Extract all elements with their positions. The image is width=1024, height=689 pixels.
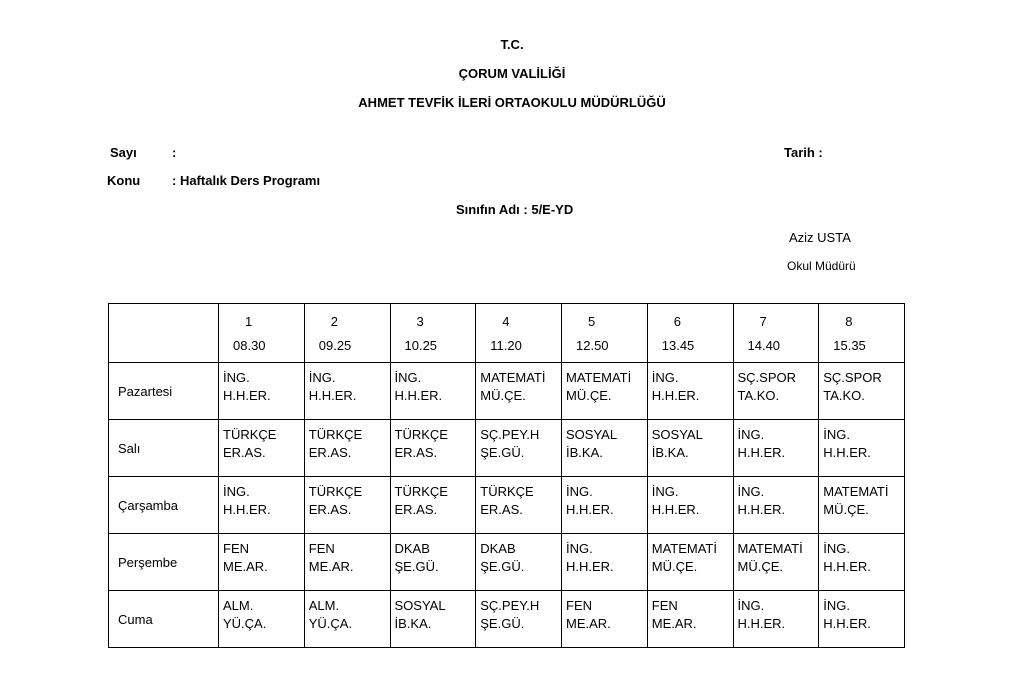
period-header xyxy=(304,304,390,363)
lesson-cell xyxy=(562,534,648,591)
period-header xyxy=(562,304,648,363)
lesson-teacher: ER.AS. xyxy=(223,445,266,460)
lesson-subject: İNG. xyxy=(394,370,422,385)
lesson-teacher: MÜ.ÇE. xyxy=(566,388,612,403)
lesson-subject: FEN xyxy=(223,541,249,556)
lesson-subject: ALM. xyxy=(223,598,254,613)
lesson-subject: SÇ.PEY.H xyxy=(480,427,540,442)
lesson-cell xyxy=(562,477,648,534)
lesson-cell xyxy=(219,534,305,591)
lesson-subject: FEN xyxy=(566,598,592,613)
lesson-cell xyxy=(476,363,562,420)
period-header xyxy=(819,304,905,363)
lesson-teacher: H.H.ER. xyxy=(823,616,871,631)
lesson-subject: SOSYAL xyxy=(566,427,618,442)
lesson-teacher: ME.AR. xyxy=(308,559,354,574)
lesson-cell xyxy=(390,363,476,420)
day-row xyxy=(109,363,905,420)
lesson-cell xyxy=(562,420,648,477)
period-time: 15.35 xyxy=(833,338,866,353)
lesson-cell xyxy=(390,534,476,591)
day-name: Perşembe xyxy=(109,534,219,591)
period-number: 3 xyxy=(416,314,424,329)
lesson-teacher: H.H.ER. xyxy=(737,616,786,631)
lesson-teacher: ER.AS. xyxy=(308,502,352,517)
lesson-teacher: H.H.ER. xyxy=(394,388,443,403)
lesson-subject: SÇ.SPOR xyxy=(737,370,797,385)
konu-label: Konu xyxy=(107,173,141,188)
period-time: 10.25 xyxy=(404,338,438,353)
lesson-teacher: ŞE.GÜ. xyxy=(480,616,525,631)
period-header xyxy=(647,304,733,363)
lesson-subject: SÇ.PEY.H xyxy=(480,598,540,613)
lesson-cell xyxy=(304,477,390,534)
sayi-label: Sayı xyxy=(110,145,137,160)
period-time: 08.30 xyxy=(233,338,266,353)
lesson-subject: FEN xyxy=(308,541,335,556)
day-name: Cuma xyxy=(109,591,219,648)
lesson-cell xyxy=(219,363,305,420)
lesson-teacher: ŞE.GÜ. xyxy=(480,559,525,574)
lesson-teacher: H.H.ER. xyxy=(651,502,700,517)
lesson-subject: MATEMATİ xyxy=(823,484,889,499)
lesson-subject: İNG. xyxy=(737,427,765,442)
period-header xyxy=(219,304,305,363)
lesson-subject: SOSYAL xyxy=(651,427,703,442)
lesson-cell xyxy=(647,363,733,420)
lesson-cell xyxy=(219,477,305,534)
period-number: 6 xyxy=(673,314,681,329)
period-header-row xyxy=(109,304,905,363)
lesson-subject: İNG. xyxy=(823,598,850,613)
lesson-cell xyxy=(476,534,562,591)
day-row xyxy=(109,420,905,477)
lesson-cell xyxy=(819,363,905,420)
lesson-cell xyxy=(733,591,819,648)
lesson-cell xyxy=(476,591,562,648)
lesson-teacher: ER.AS. xyxy=(394,445,438,460)
period-number: 8 xyxy=(845,314,853,329)
lesson-cell xyxy=(219,591,305,648)
period-number: 7 xyxy=(759,314,767,329)
period-header xyxy=(733,304,819,363)
lesson-teacher: ME.AR. xyxy=(651,616,697,631)
lesson-subject: DKAB xyxy=(394,541,430,556)
lesson-teacher: YÜ.ÇA. xyxy=(308,616,353,631)
lesson-cell xyxy=(476,420,562,477)
day-row xyxy=(109,477,905,534)
period-time: 12.50 xyxy=(576,338,609,353)
lesson-cell xyxy=(304,591,390,648)
lesson-teacher: TA.KO. xyxy=(737,388,780,403)
lesson-cell xyxy=(476,477,562,534)
lesson-subject: İNG. xyxy=(651,370,679,385)
lesson-cell xyxy=(733,477,819,534)
lesson-teacher: H.H.ER. xyxy=(566,502,614,517)
lesson-subject: DKAB xyxy=(480,541,516,556)
lesson-subject: İNG. xyxy=(223,484,250,499)
lesson-subject: FEN xyxy=(651,598,678,613)
lesson-teacher: YÜ.ÇA. xyxy=(223,616,267,631)
lesson-teacher: H.H.ER. xyxy=(566,559,614,574)
lesson-subject: TÜRKÇE xyxy=(223,427,277,442)
lesson-cell xyxy=(304,534,390,591)
lesson-subject: İNG. xyxy=(566,484,593,499)
lesson-subject: MATEMATİ xyxy=(651,541,717,556)
header-valilik: ÇORUM VALİLİĞİ xyxy=(458,66,566,81)
lesson-cell xyxy=(562,363,648,420)
lesson-subject: TÜRKÇE xyxy=(308,427,363,442)
lesson-teacher: MÜ.ÇE. xyxy=(737,559,783,574)
lesson-teacher: ŞE.GÜ. xyxy=(394,559,439,574)
day-name: Pazartesi xyxy=(109,363,219,420)
lesson-subject: İNG. xyxy=(823,541,850,556)
lesson-subject: SOSYAL xyxy=(394,598,446,613)
signer-name: Aziz USTA xyxy=(789,230,851,245)
lesson-cell xyxy=(819,534,905,591)
lesson-subject: İNG. xyxy=(651,484,679,499)
lesson-subject: SÇ.SPOR xyxy=(823,370,882,385)
period-header xyxy=(476,304,562,363)
lesson-teacher: H.H.ER. xyxy=(651,388,700,403)
period-number: 2 xyxy=(330,314,338,329)
lesson-teacher: ŞE.GÜ. xyxy=(480,445,525,460)
lesson-teacher: ME.AR. xyxy=(566,616,611,631)
lesson-subject: MATEMATİ xyxy=(737,541,803,556)
signer-title: Okul Müdürü xyxy=(787,259,856,273)
lesson-cell xyxy=(733,534,819,591)
day-name: Salı xyxy=(109,420,219,477)
konu-value: : Haftalık Ders Programı xyxy=(172,173,321,188)
period-time: 13.45 xyxy=(661,338,695,353)
lesson-teacher: MÜ.ÇE. xyxy=(651,559,698,574)
lesson-subject: İNG. xyxy=(737,598,765,613)
lesson-cell xyxy=(647,534,733,591)
lesson-cell xyxy=(390,591,476,648)
lesson-cell xyxy=(647,420,733,477)
lesson-cell xyxy=(390,477,476,534)
schedule-table xyxy=(108,303,905,648)
lesson-teacher: İB.KA. xyxy=(394,616,432,631)
lesson-teacher: TA.KO. xyxy=(823,388,865,403)
header-school: AHMET TEVFİK İLERİ ORTAOKULU MÜDÜRLÜĞÜ xyxy=(358,95,666,110)
lesson-subject: ALM. xyxy=(308,598,340,613)
corner-cell xyxy=(109,304,219,363)
lesson-cell xyxy=(733,420,819,477)
period-number: 4 xyxy=(502,314,510,329)
tarih-label: Tarih : xyxy=(784,145,823,160)
lesson-subject: TÜRKÇE xyxy=(394,427,448,442)
period-number: 5 xyxy=(588,314,596,329)
day-row xyxy=(109,534,905,591)
lesson-teacher: H.H.ER. xyxy=(823,445,871,460)
lesson-subject: İNG. xyxy=(566,541,593,556)
lesson-cell xyxy=(733,363,819,420)
lesson-cell xyxy=(304,363,390,420)
lesson-cell xyxy=(304,420,390,477)
lesson-subject: TÜRKÇE xyxy=(480,484,534,499)
period-time: 09.25 xyxy=(318,338,352,353)
lesson-subject: TÜRKÇE xyxy=(308,484,363,499)
lesson-teacher: H.H.ER. xyxy=(223,388,271,403)
lesson-subject: TÜRKÇE xyxy=(394,484,448,499)
lesson-teacher: İB.KA. xyxy=(566,445,603,460)
lesson-teacher: H.H.ER. xyxy=(823,559,871,574)
header-tc: T.C. xyxy=(500,37,524,52)
lesson-subject: İNG. xyxy=(223,370,250,385)
lesson-teacher: H.H.ER. xyxy=(737,445,786,460)
class-name: Sınıfın Adı : 5/E-YD xyxy=(456,202,574,217)
lesson-teacher: H.H.ER. xyxy=(308,388,357,403)
lesson-teacher: ME.AR. xyxy=(223,559,268,574)
lesson-cell xyxy=(819,591,905,648)
lesson-teacher: H.H.ER. xyxy=(223,502,271,517)
sayi-colon: : xyxy=(172,145,177,160)
lesson-subject: MATEMATİ xyxy=(480,370,546,385)
lesson-teacher: ER.AS. xyxy=(394,502,438,517)
lesson-cell xyxy=(647,591,733,648)
period-time: 11.20 xyxy=(490,338,522,353)
lesson-teacher: İB.KA. xyxy=(651,445,689,460)
day-row xyxy=(109,591,905,648)
lesson-cell xyxy=(647,477,733,534)
lesson-cell xyxy=(819,477,905,534)
period-number: 1 xyxy=(245,314,253,329)
period-header xyxy=(390,304,476,363)
day-name: Çarşamba xyxy=(109,477,219,534)
lesson-teacher: MÜ.ÇE. xyxy=(823,502,869,517)
lesson-teacher: ER.AS. xyxy=(308,445,352,460)
lesson-cell xyxy=(562,591,648,648)
lesson-teacher: ER.AS. xyxy=(480,502,523,517)
lesson-subject: İNG. xyxy=(823,427,850,442)
lesson-cell xyxy=(219,420,305,477)
lesson-cell xyxy=(390,420,476,477)
lesson-subject: İNG. xyxy=(308,370,336,385)
lesson-cell xyxy=(819,420,905,477)
lesson-teacher: MÜ.ÇE. xyxy=(480,388,526,403)
lesson-subject: MATEMATİ xyxy=(566,370,632,385)
lesson-subject: İNG. xyxy=(737,484,765,499)
period-time: 14.40 xyxy=(747,338,781,353)
lesson-teacher: H.H.ER. xyxy=(737,502,786,517)
